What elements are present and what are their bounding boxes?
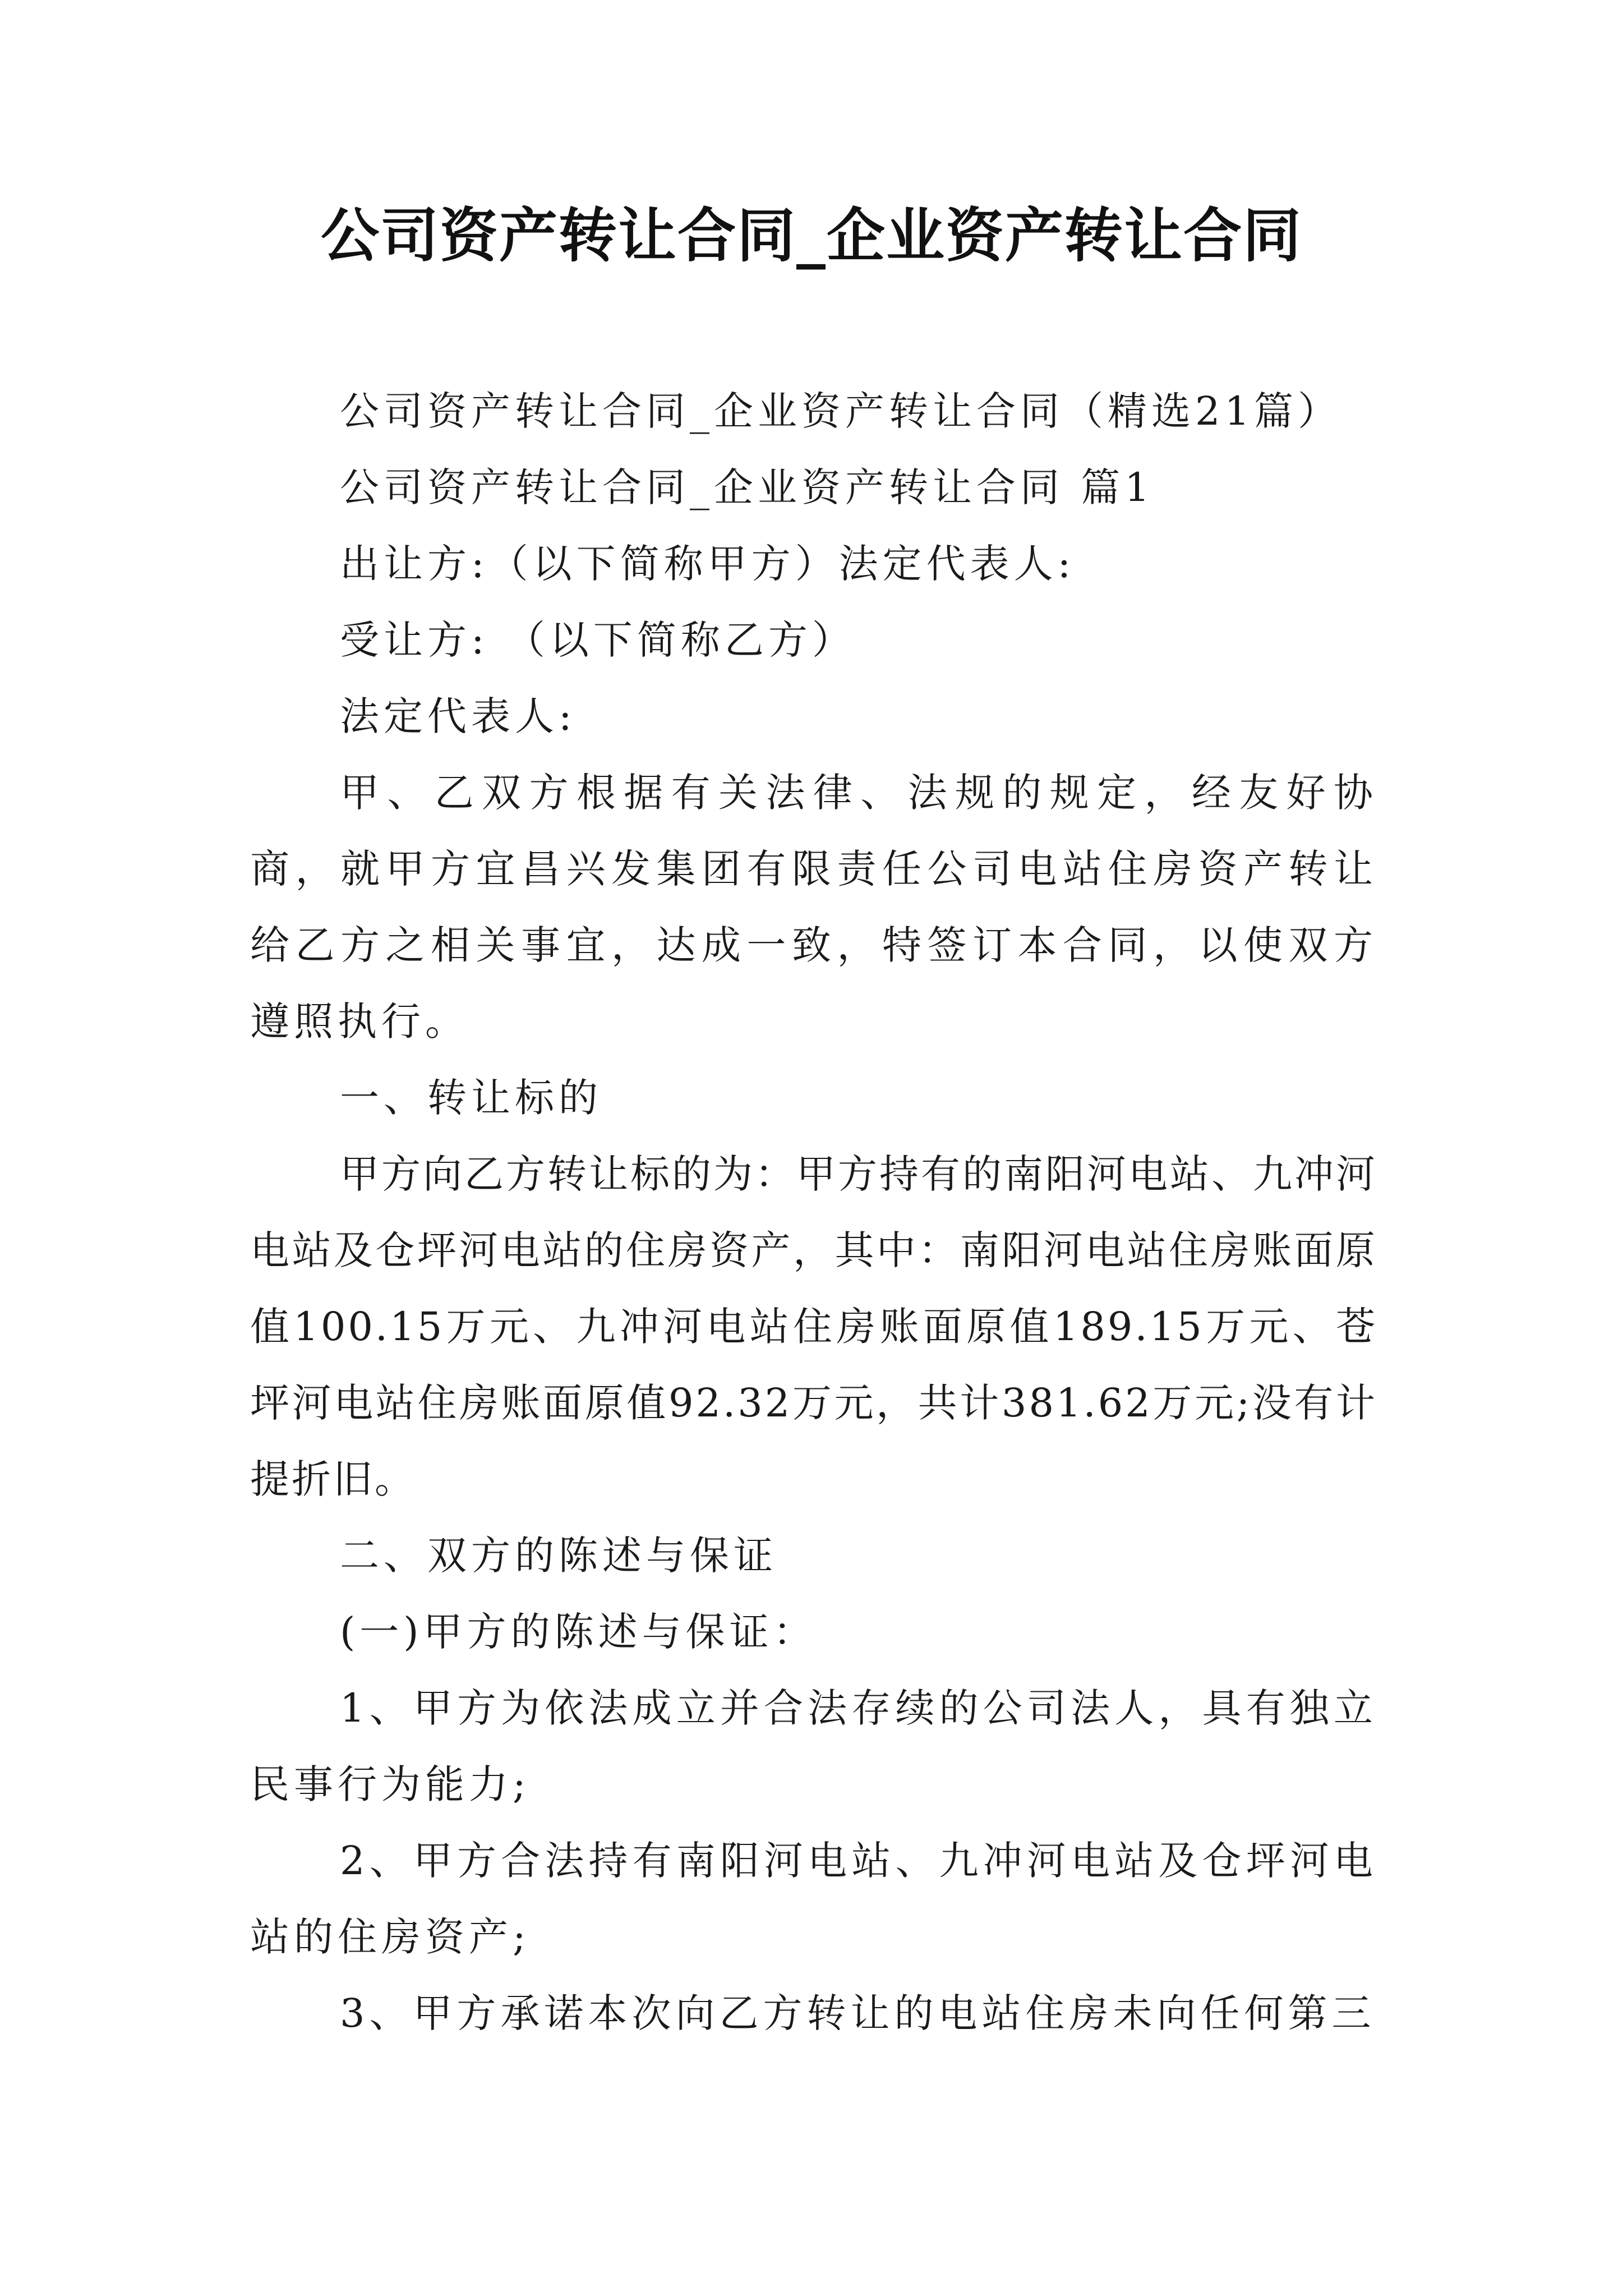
document-body [250, 373, 1377, 2051]
paragraph-party-a-representations: (一)甲方的陈述与保证： [340, 1609, 817, 1655]
paragraph-subject-detail: 甲方向乙方转让标的为：甲方持有的南阳河电站、九冲河电站及仓坪河电站的住房资产，其中：南阳河电站住房账面原值100.15万元、九冲河电站住房账面原值189.15万元、苍坪河电站住房账面原值92.32万元，共计381.62万元;没有计提折旧。 [250, 1151, 1377, 1502]
paragraph-section-heading: 公司资产转让合同_企业资产转让合同 篇1 [340, 464, 1154, 510]
paragraph-legal-representative: 法定代表人: [340, 693, 577, 739]
paragraph-preamble: 甲、乙双方根据有关法律、法规的规定，经友好协商，就甲方宜昌兴发集团有限责任公司电站住房资产转让给乙方之相关事宜，达成一致，特签订本合同，以使双方遵照执行。 [250, 770, 1377, 1045]
paragraph-transferee: 受让方: （以下简称乙方） [340, 617, 856, 663]
paragraph-clause-1: 1、甲方为依法成立并合法存续的公司法人，具有独立民事行为能力; [250, 1685, 1377, 1807]
paragraph-clause-3: 3、甲方承诺本次向乙方转让的电站住房未向任何第三 [340, 1990, 1376, 2036]
document-title: 公司资产转让合同_企业资产转让合同 [320, 201, 1302, 270]
paragraph-heading-representations: 二、双方的陈述与保证 [340, 1533, 777, 1579]
paragraph-subtitle: 公司资产转让合同_企业资产转让合同（精选21篇） [340, 388, 1342, 434]
paragraph-heading-subject: 一、转让标的 [340, 1075, 602, 1121]
paragraph-clause-2: 2、甲方合法持有南阳河电站、九冲河电站及仓坪河电站的住房资产; [250, 1838, 1377, 1960]
paragraph-transferor: 出让方:（以下简称甲方）法定代表人: [340, 541, 1076, 587]
